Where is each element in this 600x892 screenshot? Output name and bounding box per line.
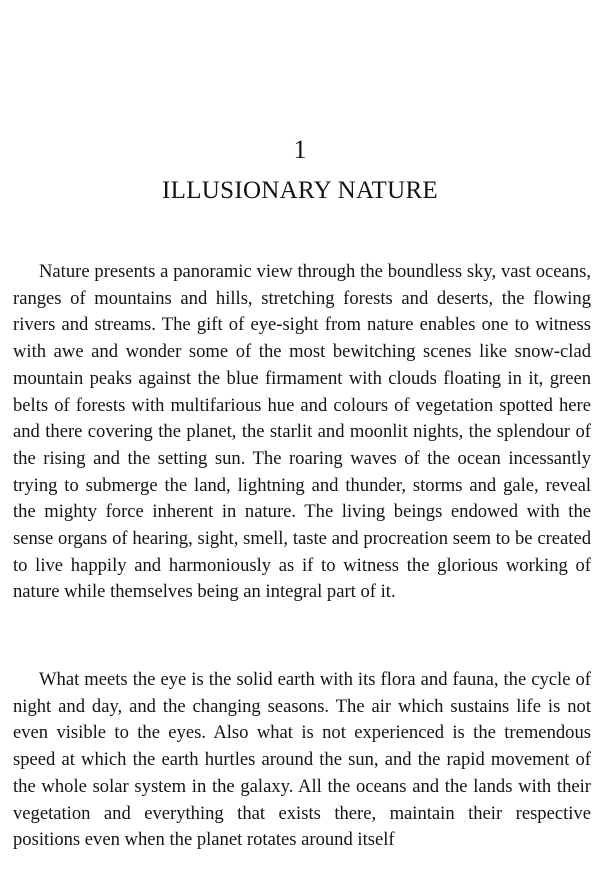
chapter-title: ILLUSIONARY NATURE <box>162 177 438 204</box>
body-paragraph: Nature presents a panoramic view through the boundless sky, vast oceans, ranges of mountains and hills, stretching forests and deserts, the flowing rivers and streams. The gift of eye-sight from nature enables one to witness with awe and wonder some of the most bewitching scenes like snow-clad mountain peaks against the blue firmament with clouds floating in it, green belts of forests with multifarious hue and colours of vegetation spotted here and there covering the planet, the starlit and moonlit nights, the splendour of the rising and the setting sun. The roaring waves of the ocean incessantly trying to submerge the land, lightning and thunder, storms and gale, reveal the mighty force inherent in nature. The living beings endowed with the sense organs of hearing, sight, smell, taste and procreation seem to be created to live happily and harmoniously as if to witness the glorious working of nature while themselves being an integral part of it. <box>13 261 591 603</box>
chapter-number: 1 <box>293 135 307 164</box>
body-paragraph: What meets the eye is the solid earth with its flora and fauna, the cycle of night and day, and the changing seasons. The air which sustains life is not even visible to the eyes. Also what is not experienced is the tremendous speed at which the earth hurtles around the sun, and the rapid movement of the whole solar system in the galaxy. All the oceans and the lands with their vegetation and everything that exists there, maintain their respective positions even when the planet rotates around itself <box>13 669 591 851</box>
